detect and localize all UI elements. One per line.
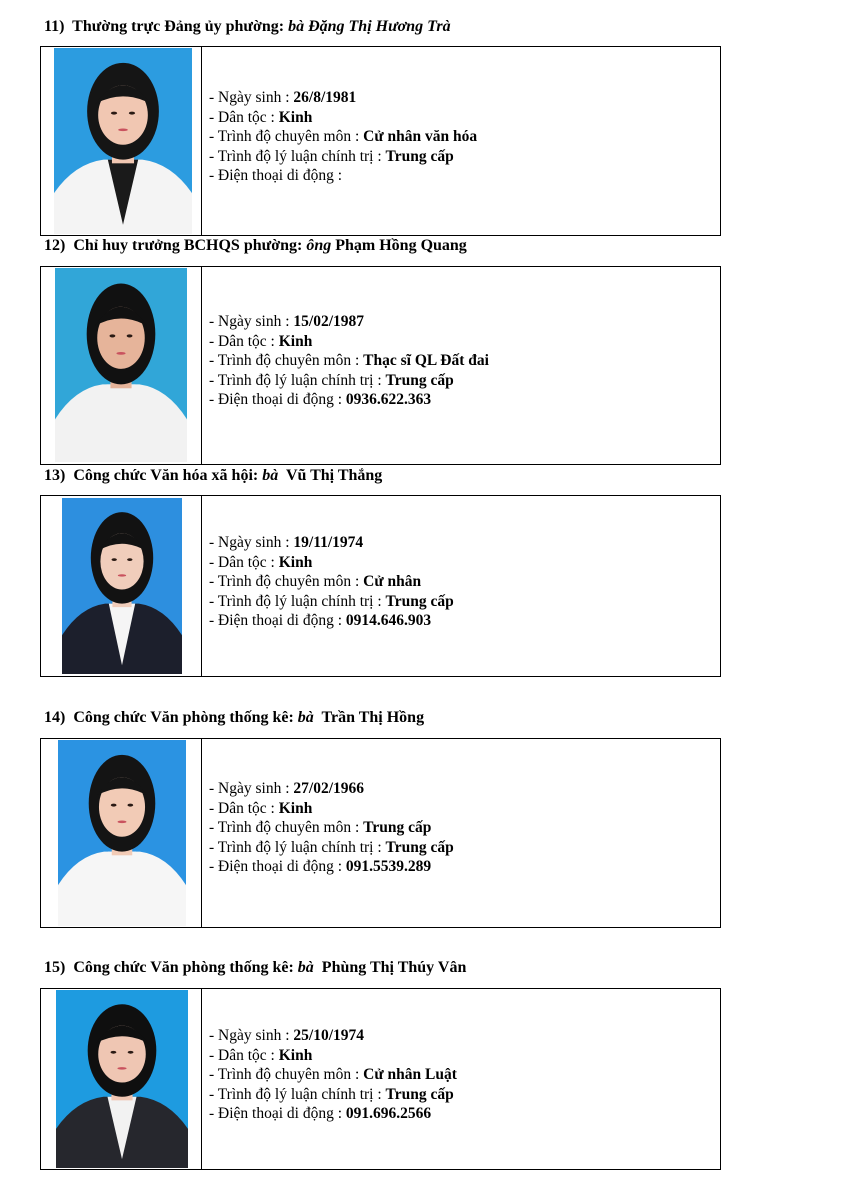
birth-date-row: - Ngày sinh : 15/02/1987: [209, 313, 365, 330]
entry-heading-13: [44, 466, 382, 486]
qualification-row: - Trình độ chuyên môn : Thạc sĩ QL Đất đai: [209, 352, 489, 370]
profile-info: [209, 1026, 457, 1124]
profile-info: [209, 88, 477, 186]
entry-role: Chỉ huy trưởng BCHQS phường:: [73, 237, 303, 254]
entry-honorific: bà: [262, 467, 279, 484]
qualification-row: - Trình độ chuyên môn : Cử nhân văn hóa: [209, 128, 478, 146]
birth-date-row: - Ngày sinh : 27/02/1966: [209, 780, 365, 797]
entry-heading-12: [44, 236, 467, 256]
entry-heading-14: [44, 708, 424, 728]
photo-cell: [41, 739, 202, 927]
ethnicity-row: - Dân tộc : Kinh: [209, 332, 313, 350]
entry-number: 13): [44, 467, 66, 484]
mobile-phone-row: - Điện thoại di động :: [209, 167, 343, 185]
political-theory-row: - Trình độ lý luận chính trị : Trung cấp: [209, 147, 454, 165]
entry-honorific: ông: [306, 237, 332, 254]
entry-role: Công chức Văn hóa xã hội:: [73, 467, 259, 484]
birth-date-row: - Ngày sinh : 19/11/1974: [209, 534, 364, 551]
birth-date-row: - Ngày sinh : 25/10/1974: [209, 1027, 365, 1044]
entry-name: Vũ Thị Thắng: [285, 467, 383, 484]
mobile-phone-row: - Điện thoại di động : 0914.646.903: [209, 612, 432, 630]
entry-name: Phùng Thị Thúy Vân: [321, 959, 467, 976]
entry-role: Công chức Văn phòng thống kê:: [73, 959, 294, 976]
mobile-phone-row: - Điện thoại di động : 0936.622.363: [209, 391, 432, 409]
entry-name: Phạm Hồng Quang: [335, 237, 467, 254]
profile-card-11: [40, 46, 721, 236]
entry-number: 11): [44, 18, 65, 35]
entry-honorific: bà Đặng Thị Hương Trà: [288, 18, 451, 35]
photo-cell: [41, 496, 202, 676]
entry-heading-15: [44, 958, 466, 978]
portrait-photo: [56, 990, 188, 1168]
political-theory-row: - Trình độ lý luận chính trị : Trung cấp: [209, 371, 454, 389]
ethnicity-row: - Dân tộc : Kinh: [209, 553, 313, 571]
entry-number: 15): [44, 959, 66, 976]
political-theory-row: - Trình độ lý luận chính trị : Trung cấp: [209, 592, 454, 610]
entry-heading-11: [44, 17, 451, 37]
portrait-photo: [62, 498, 182, 674]
qualification-row: - Trình độ chuyên môn : Trung cấp: [209, 819, 432, 837]
profile-info: [209, 312, 489, 410]
portrait-photo: [54, 48, 192, 234]
birth-date-row: - Ngày sinh : 26/8/1981: [209, 89, 357, 106]
political-theory-row: - Trình độ lý luận chính trị : Trung cấp: [209, 1085, 454, 1103]
profile-card-13: [40, 495, 721, 677]
entry-number: 12): [44, 237, 66, 254]
profile-info: [209, 533, 454, 631]
qualification-row: - Trình độ chuyên môn : Cử nhân Luật: [209, 1066, 457, 1084]
photo-cell: [41, 267, 202, 464]
profile-card-14: [40, 738, 721, 928]
entry-role: Công chức Văn phòng thống kê:: [73, 709, 294, 726]
profile-card-12: [40, 266, 721, 465]
ethnicity-row: - Dân tộc : Kinh: [209, 1046, 313, 1064]
entry-number: 14): [44, 709, 66, 726]
profile-card-15: [40, 988, 721, 1170]
entry-honorific: bà: [297, 959, 314, 976]
portrait-photo: [58, 740, 186, 926]
entry-role: Thường trực Đảng ủy phường:: [72, 18, 285, 35]
political-theory-row: - Trình độ lý luận chính trị : Trung cấp: [209, 838, 454, 856]
ethnicity-row: - Dân tộc : Kinh: [209, 108, 313, 126]
entry-honorific: bà: [297, 709, 314, 726]
qualification-row: - Trình độ chuyên môn : Cử nhân: [209, 573, 422, 591]
photo-cell: [41, 989, 202, 1169]
entry-name: Trần Thị Hồng: [321, 709, 425, 726]
mobile-phone-row: - Điện thoại di động : 091.696.2566: [209, 1105, 432, 1123]
profile-info: [209, 779, 454, 877]
mobile-phone-row: - Điện thoại di động : 091.5539.289: [209, 858, 432, 876]
portrait-photo: [55, 268, 187, 462]
photo-cell: [41, 47, 202, 235]
ethnicity-row: - Dân tộc : Kinh: [209, 799, 313, 817]
